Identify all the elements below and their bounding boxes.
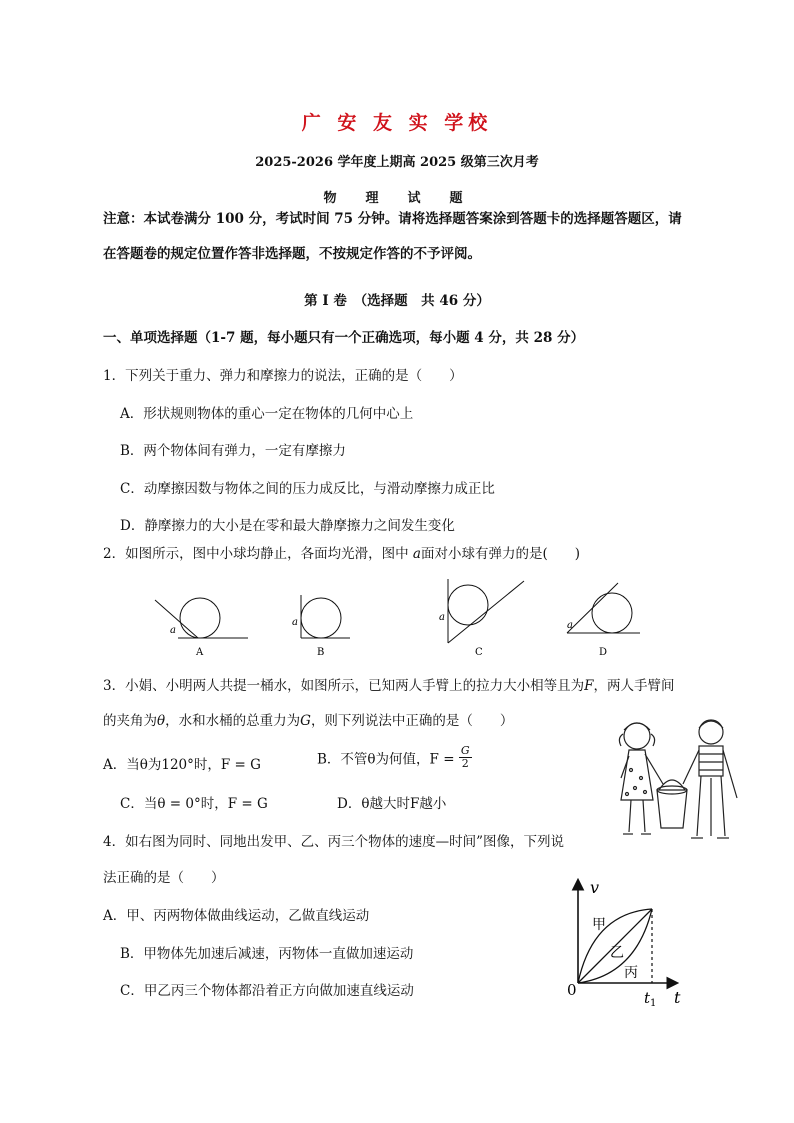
v-axis-label: v (590, 878, 600, 897)
q3-option-d: D．θ越大时F越小 (337, 796, 447, 812)
q1-option-d: D．静摩擦力的大小是在零和最大静摩擦力之间发生变化 (120, 518, 455, 534)
exam-title: 2025-2026 学年度上期高 2025 级第三次月考 (255, 155, 539, 170)
label-yi: 乙 (610, 945, 624, 961)
q2-d-a-label: a (567, 620, 573, 631)
q2-label-d: D (599, 647, 608, 658)
q1-option-b: B．两个物体间有弹力，一定有摩擦力 (120, 443, 346, 459)
q3-line2-mid: ，水和水桶的总重力为 (165, 713, 301, 729)
q3-line1-var: F (584, 678, 594, 694)
t1-sub: 1 (650, 998, 657, 1008)
q1-option-a: A．形状规则物体的重心一定在物体的几何中心上 (120, 406, 414, 422)
q2-figure-c (439, 579, 524, 658)
label-bing: 丙 (624, 965, 638, 981)
q2-stem-var: a (412, 546, 421, 562)
q3-line1-post: ，两人手臂间 (593, 678, 675, 694)
q2-c-a-label: a (439, 612, 445, 623)
q2-stem-pre: 2．如图所示，图中小球均静止，各面均光滑，图中 (103, 546, 413, 562)
q3-line2-pre: 的夹角为 (103, 713, 157, 729)
section-title: 一、单项选择题（1-7 题，每小题只有一个正确选项，每小题 4 分，共 28 分） (103, 330, 585, 346)
q3-option-a: A．当θ为120°时，F = G (103, 757, 261, 773)
vt-graph (548, 873, 688, 1008)
school-name: 广 安 友 实 学校 (301, 112, 493, 134)
notice-line-2: 在答题卷的规定位置作答非选择题，不按规定作答的不予评阅。 (103, 246, 481, 262)
q2-stem (103, 542, 580, 562)
notice-line-1: 注意：本试卷满分 100 分，考试时间 75 分钟。请将选择题答案涂到答题卡的选择题答题区，请 (103, 211, 682, 227)
q1-option-c: C．动摩擦因数与物体之间的压力成反比，与滑动摩擦力成正比 (120, 481, 495, 497)
q4-option-c: C．甲乙丙三个物体都沿着正方向做加速直线运动 (120, 983, 414, 999)
children-bucket-illustration (607, 708, 747, 848)
q4-line-1: 4．如右图为同时、同地出发甲、乙、丙三个物体的速度—时间”图像，下列说 (103, 834, 564, 850)
q2-b-a-label: a (292, 617, 298, 628)
q3-fraction-num: G (460, 744, 470, 757)
q3-option-b-pre: B．不管θ为何值，F = (317, 751, 455, 768)
q2-a-label: a (170, 625, 176, 636)
q1-stem: 1．下列关于重力、弹力和摩擦力的说法，正确的是（ ） (103, 368, 463, 384)
q2-label-c: C (475, 647, 483, 658)
q2-label-b: B (317, 647, 325, 658)
q3-fraction (459, 745, 472, 770)
label-jia: 甲 (592, 917, 606, 933)
t-axis-label: t (674, 988, 681, 1007)
q2-label-a: A (196, 647, 204, 658)
q3-line2-g: G (300, 713, 311, 729)
t1-main: t (644, 989, 651, 1007)
origin-label: 0 (567, 981, 577, 999)
q3-option-c: C．当θ = 0°时，F = G (120, 796, 268, 812)
q3-line1-pre: 3．小娟、小明两人共提一桶水，如图所示，已知两人手臂上的拉力大小相等且为 (103, 678, 585, 694)
q3-line-1 (103, 674, 674, 694)
q3-fraction-den: 2 (461, 757, 469, 771)
q2-stem-post: 面对小球有弹力的是( ) (420, 546, 580, 562)
q3-option-b (317, 745, 472, 770)
q3-line-2 (103, 709, 513, 729)
q2-figures (140, 575, 660, 665)
q2-figure-b (292, 595, 350, 658)
part-title: 第 I 卷 （选择题 共 46 分） (304, 293, 490, 309)
q2-figure-a (155, 598, 248, 658)
q4-line-2: 法正确的是（ ） (103, 870, 225, 886)
t1-label (644, 989, 656, 1008)
q2-figure-d (567, 583, 640, 658)
subject-title: 物 理 试 题 (323, 191, 471, 206)
q3-line2-post: ，则下列说法中正确的是（ ） (310, 713, 514, 729)
q3-line2-theta: θ (157, 713, 166, 729)
q4-option-b: B．甲物体先加速后减速，丙物体一直做加速运动 (120, 946, 414, 962)
q4-option-a: A．甲、丙两物体做曲线运动，乙做直线运动 (103, 908, 370, 924)
